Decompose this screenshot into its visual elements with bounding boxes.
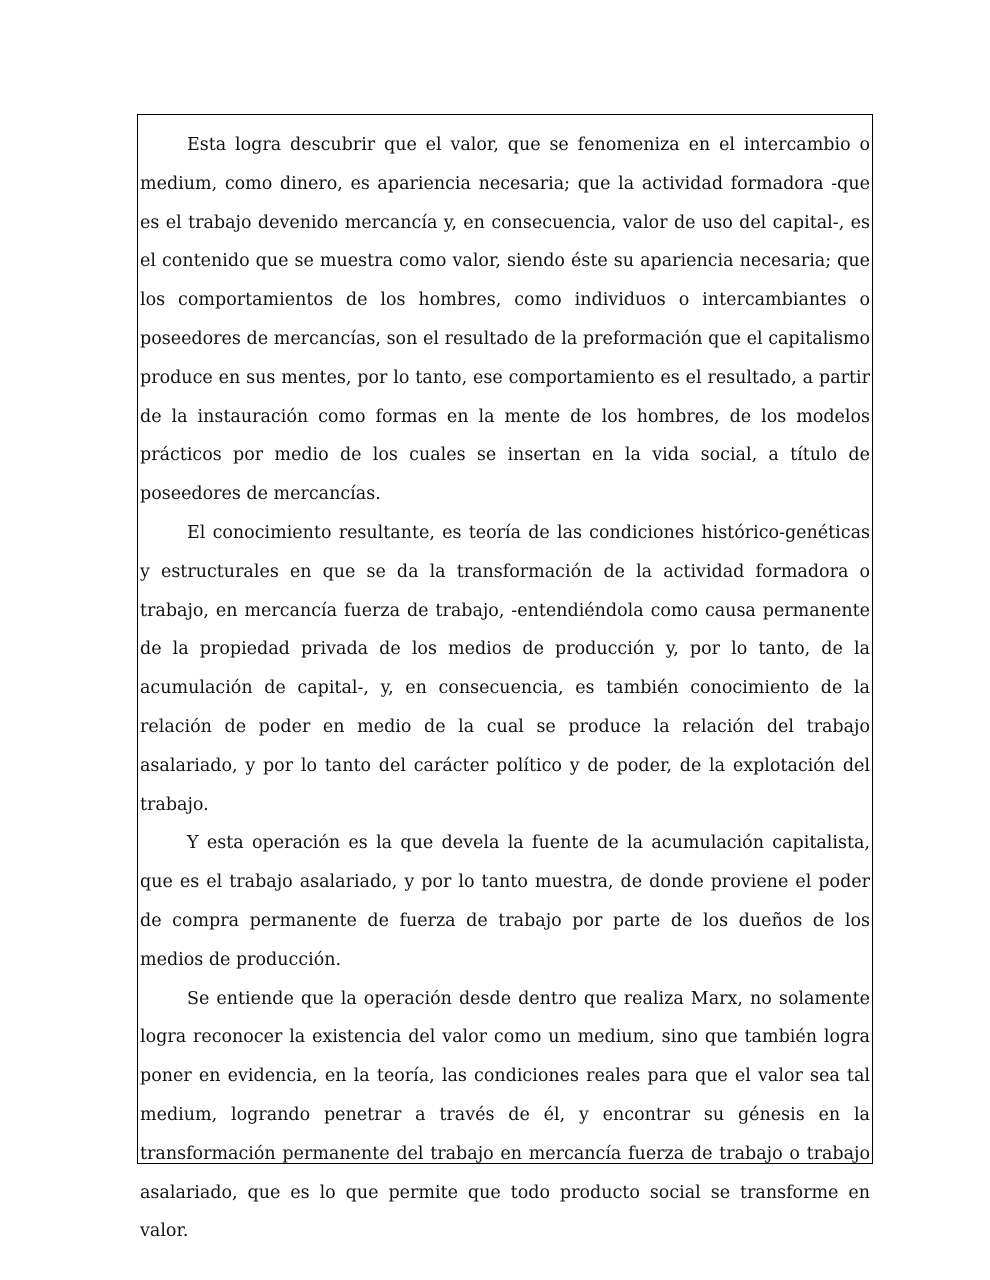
paragraph-1: Esta logra descubrir que el valor, que se fenomeniza en el intercambio o medium, como dinero, es apariencia necesaria; que la actividad formadora -que es el trabajo devenido mercancía y, en consecuencia, valor de uso del capital-, es el contenido que se muestra como valor, siendo éste su apariencia necesaria; que los comportamientos de los hombres, como individuos o intercambiantes o poseedores de mercancías, son el resultado de la preformación que el capitalismo produce en sus mentes, por lo tanto, ese comportamiento es el resultado, a partir de la instauración como formas en la mente de los hombres, de los modelos prácticos por medio de los cuales se insertan en la vida social, a título de poseedores de mercancías. — [140, 135, 870, 505]
paragraph-3: Y esta operación es la que devela la fuente de la acumulación capitalista, que es el trabajo asalariado, y por lo tanto muestra, de donde proviene el poder de compra permanente de fuerza de trabajo por parte de los dueños de los medios de producción. — [140, 833, 870, 970]
paragraph-4: Se entiende que la operación desde dentro que realiza Marx, no solamente logra reconocer la existencia del valor como un medium, sino que también logra poner en evidencia, en la teoría, las condiciones reales para que el valor sea tal medium, logrando penetrar a través de él, y encontrar su génesis en la transformación permanente del trabajo en mercancía fuerza de trabajo o trabajo asalariado, que es lo que permite que todo producto social se transforme en valor. — [140, 988, 870, 1242]
text-frame — [137, 114, 873, 1242]
paragraph-2: El conocimiento resultante, es teoría de las condiciones histórico-genéticas y estructurales en que se da la transformación de la actividad formadora o trabajo, en mercancía fuerza de trabajo, -entendiéndola como causa permanente de la propiedad privada de los medios de producción y, por lo tanto, de la acumulación de capital-, y, en consecuencia, es también conocimiento de la relación de poder en medio de la cual se produce la relación del trabajo asalariado, y por lo tanto del carácter político y de poder, de la explotación del trabajo. — [140, 522, 870, 815]
